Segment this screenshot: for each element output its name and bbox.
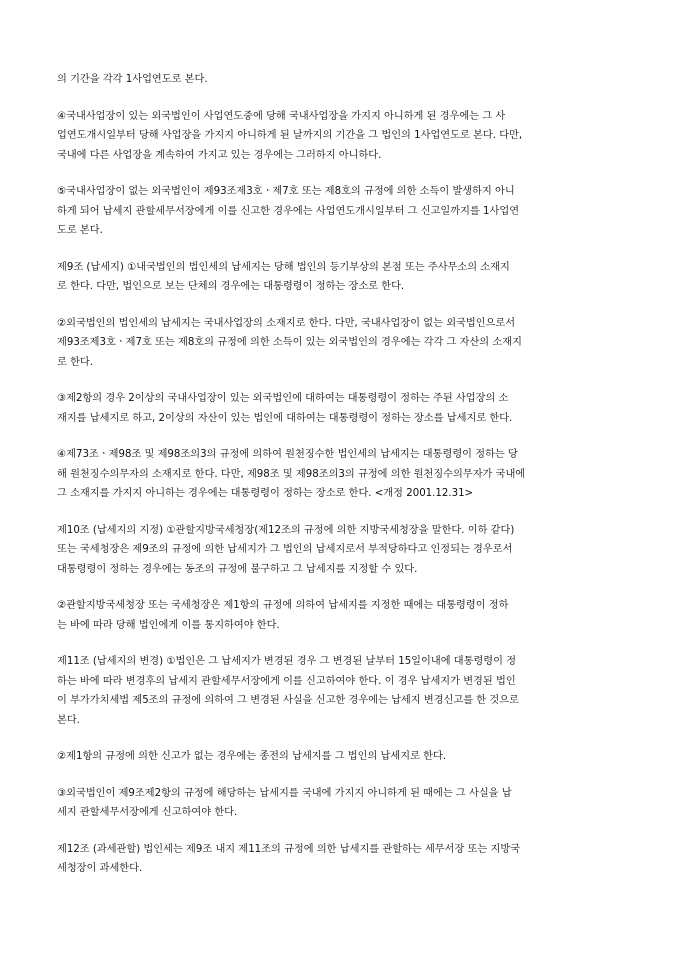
text-line: 로 한다. 다만, 법인으로 보는 단체의 경우에는 대통령령이 정하는 장소로 한다. — [57, 281, 405, 292]
paragraph-p6 — [57, 445, 623, 504]
text-line: ④제73조ㆍ제98조 및 제98조의3의 규정에 의하여 원천징수한 법인세의 납세지는 대통령령이 정하는 당 — [57, 449, 518, 460]
text-line: 본다. — [57, 714, 80, 726]
text-line: 또는 국세청장은 제9조의 규정에 의한 납세지가 그 법인의 납세지로서 부적당하다고 인정되는 경우로서 — [57, 544, 513, 555]
text-line: 해 원천징수의무자의 소재지로 한다. 다만, 제98조 및 제98조의3의 규정에 의한 원천징수의무자가 국내에 — [57, 468, 526, 480]
document-page — [57, 70, 623, 896]
paragraph-p11 — [57, 784, 623, 823]
paragraph-p10 — [57, 747, 623, 767]
paragraph-p12 — [57, 840, 623, 879]
text-line: ⑤국내사업장이 없는 외국법인이 제93조제3호ㆍ제7호 또는 제8호의 규정에 의한 소득이 발생하지 아니 — [57, 186, 515, 197]
text-line: 제11조 (납세지의 변경) ①법인은 그 납세지가 변경된 경우 그 변경된 날부터 15일이내에 대통령령이 정 — [57, 656, 517, 667]
text-line: 대통령령이 정하는 경우에는 동조의 규정에 불구하고 그 납세지를 지정할 수 있다. — [57, 563, 418, 575]
text-line: 도로 본다. — [57, 225, 103, 236]
text-line: 의 기간을 각각 1사업연도로 본다. — [57, 74, 208, 85]
text-line: ②제1항의 규정에 의한 신고가 없는 경우에는 종전의 납세지를 그 법인의 납세지로 한다. — [57, 751, 447, 762]
text-line: 이 부가가치세법 제5조의 규정에 의하여 그 변경된 사실을 신고한 경우에는 납세지 변경신고를 한 것으로 — [57, 695, 519, 706]
text-line: 하게 되어 납세지 관할세무서장에게 이를 신고한 경우에는 사업연도개시일부터 그 신고일까지를 1사업연 — [57, 205, 520, 217]
text-line: 제10조 (납세지의 지정) ①관할지방국세청장(제12조의 규정에 의한 지방국세청장을 말한다. 이하 같다) — [57, 524, 515, 536]
text-line: ②관할지방국세청장 또는 국세청장은 제1항의 규정에 의하여 납세지를 지정한 때에는 대통령령이 정하 — [57, 600, 509, 611]
paragraph-p9 — [57, 652, 623, 730]
paragraph-p8 — [57, 596, 623, 635]
paragraph-p5 — [57, 389, 623, 428]
text-line: ④국내사업장이 있는 외국법인이 사업연도중에 당해 국내사업장을 가지지 아니하게 된 경우에는 그 사 — [57, 110, 506, 122]
paragraph-p0 — [57, 70, 623, 90]
text-line: 하는 바에 따라 변경후의 납세지 관할세무서장에게 이를 신고하여야 한다. 이 경우 납세지가 변경된 법인 — [57, 675, 516, 687]
text-line: 재지를 납세지로 하고, 2이상의 자산이 있는 법인에 대하여는 대통령령이 정하는 장소를 납세지로 한다. — [57, 412, 513, 424]
text-line: 제93조제3호ㆍ제7호 또는 제8호의 규정에 의한 소득이 있는 외국법인의 경우에는 각각 그 자산의 소재지 — [57, 337, 522, 348]
text-line: 국내에 다른 사업장을 계속하여 가지고 있는 경우에는 그러하지 아니하다. — [57, 149, 382, 161]
text-line: 세지 관할세무서장에게 신고하여야 한다. — [57, 807, 238, 818]
text-line: 제9조 (납세지) ①내국법인의 법인세의 납세지는 당해 법인의 등기부상의 본점 또는 주사무소의 소재지 — [57, 261, 510, 273]
paragraph-p3 — [57, 258, 623, 297]
paragraph-p1 — [57, 107, 623, 166]
paragraph-p7 — [57, 521, 623, 580]
paragraph-p4 — [57, 314, 623, 373]
text-line: 제12조 (과세관할) 법인세는 제9조 내지 제11조의 규정에 의한 납세지를 관할하는 세무서장 또는 지방국 — [57, 843, 521, 855]
text-line: ③제2항의 경우 2이상의 국내사업장이 있는 외국법인에 대하여는 대통령령이 정하는 주된 사업장의 소 — [57, 393, 509, 404]
text-line: ②외국법인의 법인세의 납세지는 국내사업장의 소재지로 한다. 다만, 국내사업장이 없는 외국법인으로서 — [57, 317, 516, 329]
text-line: 는 바에 따라 당해 법인에게 이를 통지하여야 한다. — [57, 619, 280, 631]
text-line: 업연도개시일부터 당해 사업장을 가지지 아니하게 된 날까지의 기간을 그 법인의 1사업연도로 본다. 다만, — [57, 130, 523, 141]
text-line: ③외국법인이 제9조제2항의 규정에 해당하는 납세지를 국내에 가지지 아니하게 된 때에는 그 사실을 납 — [57, 787, 512, 799]
paragraph-p2 — [57, 182, 623, 241]
text-line: 로 한다. — [57, 356, 93, 368]
text-line: 세청장이 과세한다. — [57, 863, 143, 874]
text-line: 그 소재지를 가지지 아니하는 경우에는 대통령령이 정하는 장소로 한다. <개정 2001.12.31> — [57, 488, 474, 499]
